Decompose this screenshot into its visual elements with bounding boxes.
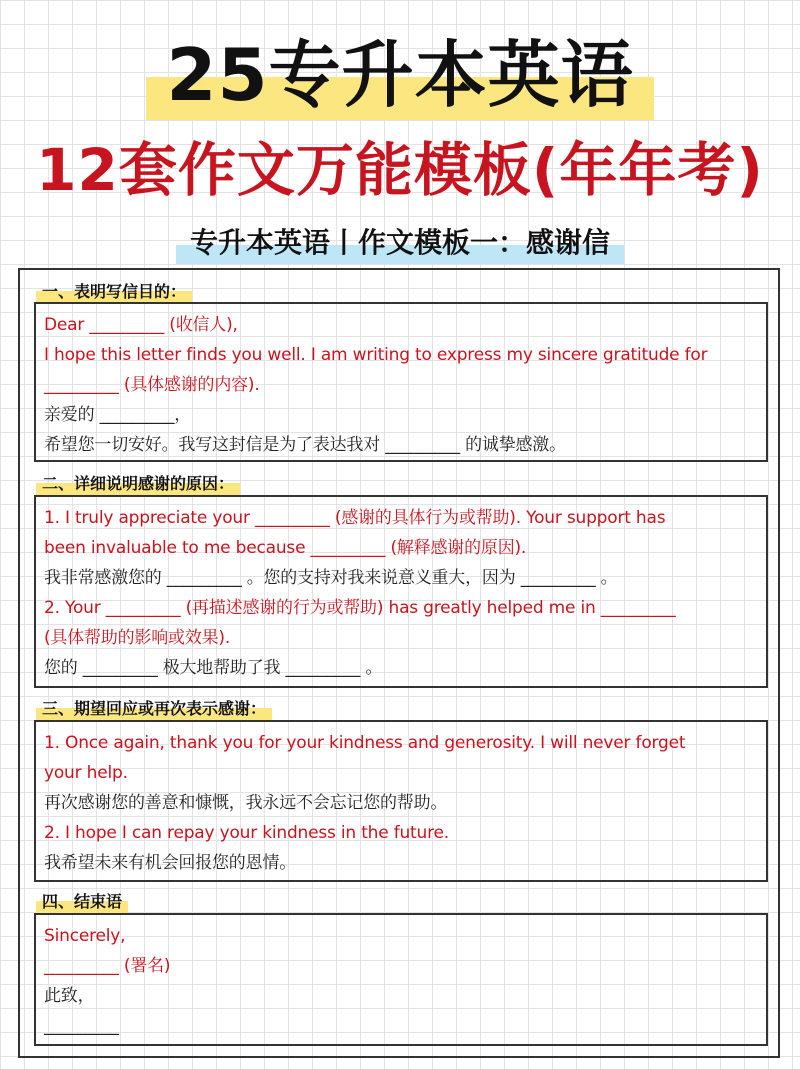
section-label-sign-off: 四、结束语: [36, 890, 128, 914]
text-line: been invaluable to me because _________ (解释感谢的原因).: [44, 538, 527, 558]
text-line: 2. Your _________ (再描述感谢的行为或帮助) has greatly helped me in _________: [44, 598, 676, 618]
text-line: 1. Once again, thank you for your kindness and generosity. I will never forget: [44, 733, 686, 753]
text-line: I hope this letter finds you well. I am writing to express my sincere gratitude for: [44, 345, 708, 365]
text-line: 希望您一切安好。我写这封信是为了表达我对 _________ 的诚挚感激。: [44, 435, 566, 455]
text-line: 2. I hope I can repay your kindness in the future.: [44, 823, 449, 843]
page-subtitle: 12套作文万能模板(年年考): [36, 136, 764, 204]
text-line: _________ (具体感谢的内容).: [44, 375, 260, 395]
text-line: _________: [44, 1016, 119, 1036]
text-line: Sincerely,: [44, 926, 126, 946]
section-box-reasons: [34, 495, 768, 688]
section-label-purpose: 一、表明写信目的：: [36, 280, 192, 304]
section-box-purpose: [34, 302, 768, 462]
text-line: 我希望未来有机会回报您的恩情。: [44, 853, 296, 873]
text-line: 再次感谢您的善意和慷慨，我永远不会忘记您的帮助。: [44, 793, 448, 813]
text-line: 您的 _________ 极大地帮助了我 _________ 。: [44, 658, 383, 678]
section-head-wrap: [0, 222, 800, 264]
text-line: 我非常感激您的 _________ 。您的支持对我来说意义重大，因为 _________ 。: [44, 568, 618, 588]
text-line: (具体帮助的影响或效果).: [44, 628, 231, 648]
section-label-reasons: 二、详细说明感谢的原因：: [36, 472, 240, 496]
page-title: 25专升本英语: [146, 30, 653, 120]
template-title: 专升本英语丨作文模板一：感谢信: [176, 222, 624, 264]
text-line: 此致，: [44, 986, 95, 1006]
section-label-closing-thanks: 三、期望回应或再次表示感谢：: [36, 697, 272, 721]
text-line: _________ (署名): [44, 956, 171, 976]
text-line: 1. I truly appreciate your _________ (感谢的具体行为或帮助). Your support has: [44, 508, 666, 528]
text-line: your help.: [44, 763, 128, 783]
section-box-closing-thanks: [34, 720, 768, 882]
text-line: 亲爱的 _________，: [44, 405, 192, 425]
text-line: Dear _________ (收信人),: [44, 315, 238, 335]
title-wrap: [0, 30, 800, 120]
section-box-sign-off: [34, 913, 768, 1046]
